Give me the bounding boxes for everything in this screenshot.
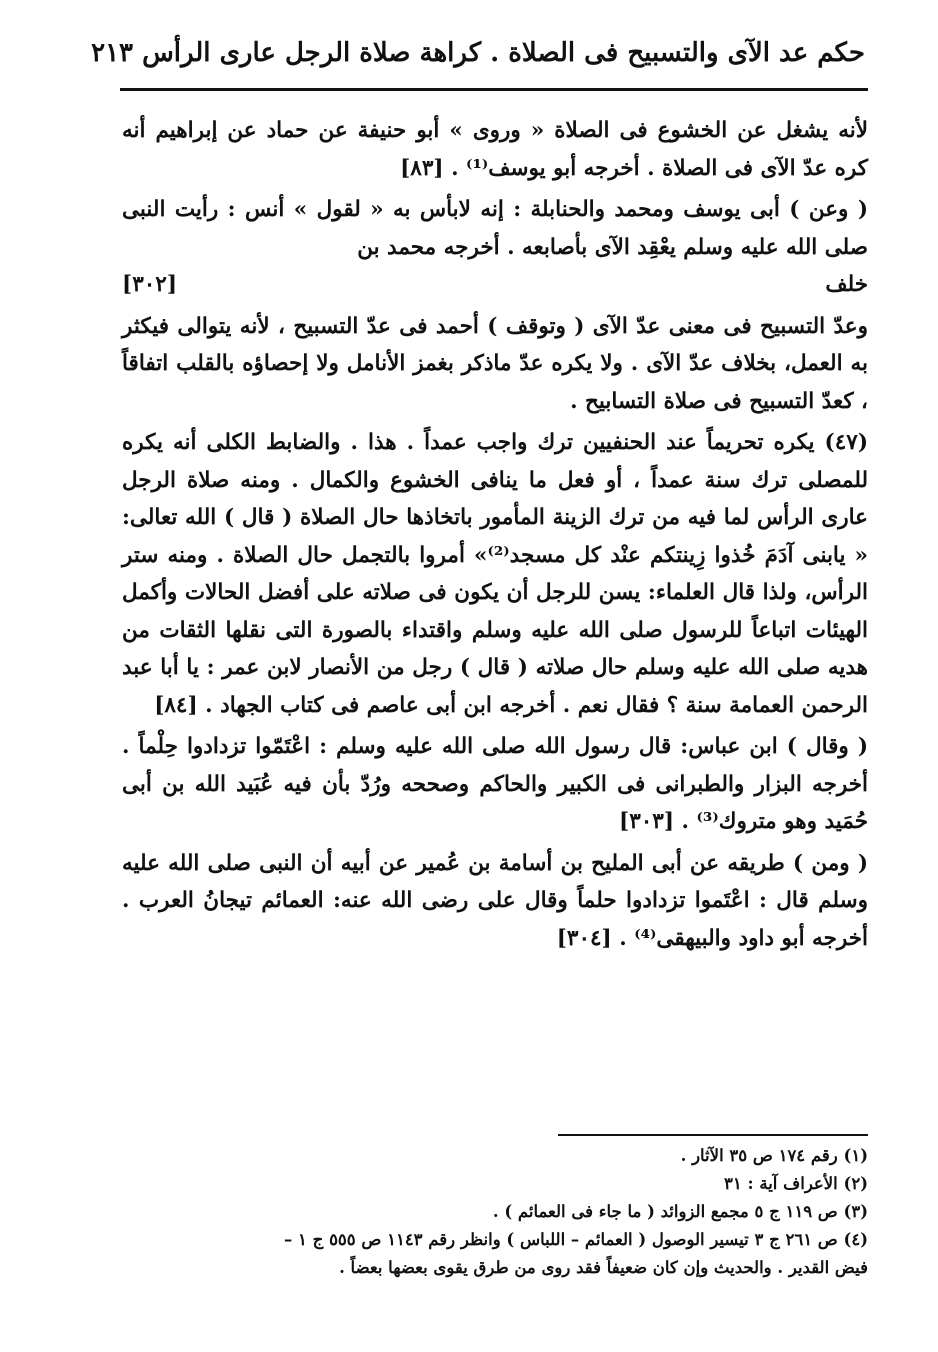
footnote-4: (٤) ص ٢٦١ ج ٣ تيسير الوصول ( العمائم – اللباس ) وانظر رقم ١١٤٣ ص ٥٥٥ ج ١ – [284, 1230, 868, 1249]
paragraph-1-text: لأنه يشغل عن الخشوع فى الصلاة « وروى » أبو حنيفة عن حماد عن إبراهيم أنه كره عدّ الآى فى الصلاة . أخرجه أبو يوسف⁽¹⁾ . [122, 118, 868, 181]
reference-302: [٣٠٢] [122, 272, 178, 297]
paragraph-6 [122, 845, 868, 958]
footnote-3: (٣) ص ١١٩ ج ٥ مجمع الزوائد ( ما جاء فى العمائم ) . [492, 1202, 868, 1221]
paragraph-5-text: ( وقال ) ابن عباس: قال رسول الله صلى الله عليه وسلم : اعْتَمّوا تزدادوا حِلْماً . أخرجه البزار والطبرانى فى الكبير والحاكم وصححه ورُدّ بأن فيه عُبَيد الله بن أبى حُمَيد وهو متروك⁽³⁾ . [122, 734, 868, 834]
reference-83: [٨٣] [400, 155, 444, 181]
footnotes [120, 1142, 868, 1282]
main-text [122, 112, 868, 961]
paragraph-6-text: ( ومن ) طريقه عن أبى المليح بن أسامة بن عُمير عن أبيه أن النبى صلى الله عليه وسلم قال : اعْتَموا تزدادوا حلماً وقال على رضى الله عنه: العمائم تيجانُ العرب . أخرجه أبو داود والبيهقى⁽⁴⁾ . [122, 850, 868, 951]
footnote-2: (٢) الأعراف آية : ٣١ [724, 1174, 868, 1193]
running-header: حكم عد الآى والتسبيح فى الصلاة . كراهة صلاة الرجل عارى الرأس ٢١٣ [91, 38, 865, 68]
paragraph-4-text: (٤٧) يكره تحريماً عند الحنفيين ترك واجب عمداً . هذا . والضابط الكلى أنه يكره للمصلى ترك سنة عمداً ، أو فعل ما ينافى الخشوع والكمال . ومنه صلاة الرجل عارى الرأس لما فيه من ترك الزينة المأمور باتخاذها حال الصلاة ( قال ) الله تعالى: « يابنى آدَمَ خُذوا زِينتكم عنْد كل مسجد⁽²⁾» أمروا بالتجمل حال الصلاة . ومنه ستر الرأس، ولذا قال العلماء: يسن للرجل أن يكون فى صلاته على أفضل الحالات وأكمل الهيئات اتباعاً للرسول صلى الله عليه وسلم واقتداء بالصورة التى نقلها الثقات من هديه صلى الله عليه وسلم حال صلاته ( قال ) رجل من الأنصار لابن عمر : يا أبا عبد الرحمن العمامة سنة ؟ فقال نعم . أخرجه ابن أبى عاصم فى كتاب الجهاد . [122, 430, 868, 718]
footnote-rule [558, 1134, 868, 1136]
paragraph-3-text: وعدّ التسبيح فى معنى عدّ الآى ( وتوقف ) أحمد فى عدّ التسبيح ، لأنه يتوالى فيكثر به العمل، بخلاف عدّ الآى . ولا يكره عدّ ماذكر بغمز الأنامل ولا إحصاؤه بالقلب اتفاقاً ، كعدّ التسبيح فى صلاة التسابيح . [122, 313, 868, 414]
reference-84: [٨٤] [154, 692, 198, 718]
reference-303: [٣٠٣] [619, 809, 675, 834]
reference-304: [٣٠٤] [556, 925, 612, 951]
paragraph-2 [122, 191, 868, 304]
paragraph-5 [122, 728, 868, 841]
header-rule [120, 88, 868, 91]
paragraph-2-text: ( وعن ) أبى يوسف ومحمد والحنابلة : إنه لابأس به « لقول » أنس : رأيت النبى صلى الله عليه وسلم يعْقِد الآى بأصابعه . أخرجه محمد بن [122, 197, 868, 260]
paragraph-4 [122, 424, 868, 724]
footnote-1: (١) رقم ١٧٤ ص ٣٥ الآثار . [680, 1146, 868, 1165]
paragraph-1 [122, 112, 868, 187]
paragraph-2-last-line [122, 266, 868, 304]
paragraph-3 [122, 308, 868, 421]
paragraph-2-tail: خلف [825, 272, 868, 297]
footnote-4-continued: فيض القدير . والحديث وإن كان ضعيفاً فقد روى من طرق يقوى بعضها بعضاً . [339, 1258, 868, 1277]
